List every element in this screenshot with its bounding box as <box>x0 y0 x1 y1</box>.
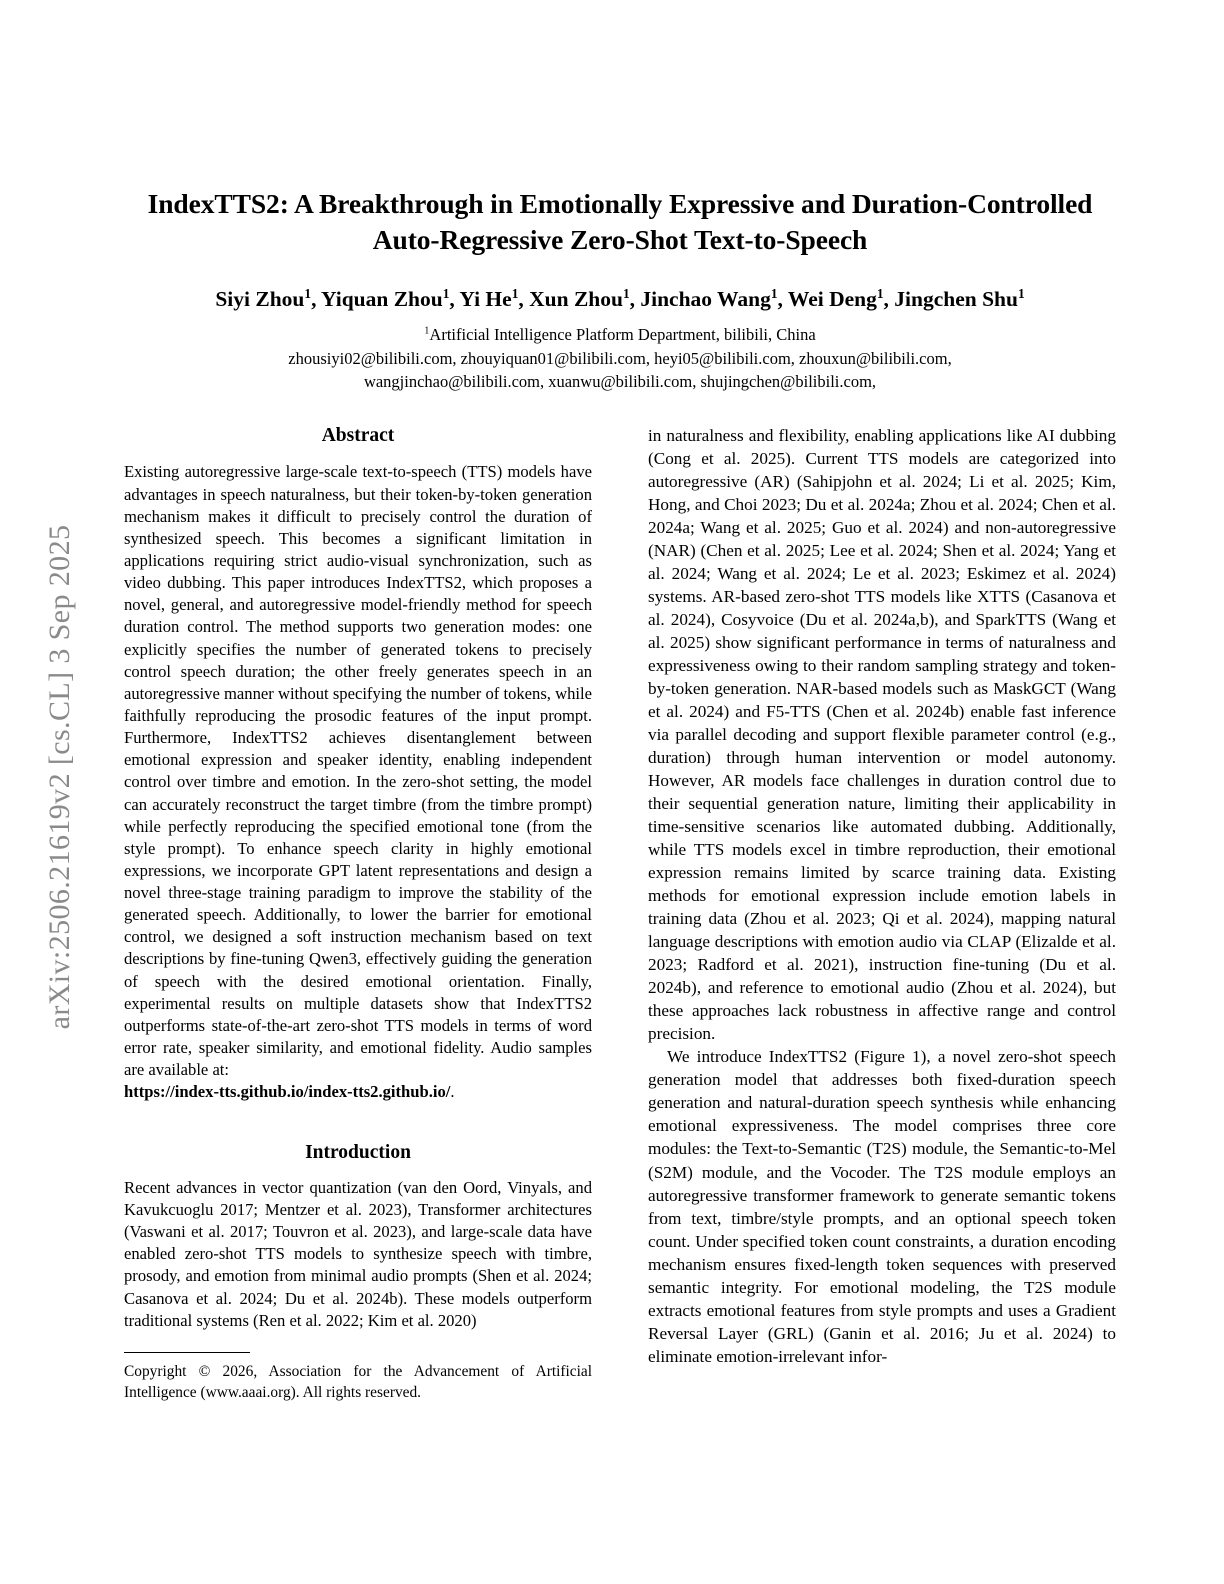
author-affiliation-marker: 1 <box>511 285 519 301</box>
author-affiliation-marker: 1 <box>442 285 450 301</box>
abstract-body: Existing autoregressive large-scale text-to-speech (TTS) models have advantages in speech naturalness, but their token-by-token generation mechanism makes it difficult to precisely control the duration of synthesized speech. This becomes a significant limitation in applications requiring strict audio-visual synchronization, such as video dubbing. This paper introduces IndexTTS2, which proposes a novel, general, and autoregressive model-friendly method for speech duration control. The method supports two generation modes: one explicitly specifies the number of generated tokens to precisely control speech duration; the other freely generates speech in an autoregressive manner without specifying the number of tokens, while faithfully reproducing the prosodic features of the input prompt. Furthermore, IndexTTS2 achieves disentanglement between emotional expression and speaker identity, enabling independent control over timbre and emotion. In the zero-shot setting, the model can accurately reconstruct the target timbre (from the timbre prompt) while perfectly reproducing the specified emotional tone (from the style prompt). To enhance speech clarity in highly emotional expressions, we incorporate GPT latent representations and design a novel three-stage training paradigm to improve the stability of the generated speech. Additionally, to lower the barrier for emotional control, we designed a soft instruction mechanism based on text descriptions by fine-tuning Qwen3, effectively guiding the generation of speech with the desired emotional orientation. Finally, experimental results on multiple datasets show that IndexTTS2 outperforms state-of-the-art zero-shot TTS models in terms of word error rate, speaker similarity, and emotional fidelity. Audio samples are available at: <box>124 462 592 1080</box>
author-name: Yi He <box>459 286 512 311</box>
affiliation <box>124 323 1116 346</box>
author-name: Siyi Zhou <box>215 286 305 311</box>
author-name: Jingchen Shu <box>894 286 1018 311</box>
url-period: . <box>450 1082 455 1102</box>
author-name: Xun Zhou <box>529 286 623 311</box>
arxiv-stamp-text: arXiv:2506.21619v2 [cs.CL] 3 Sep 2025 <box>43 524 76 1030</box>
affiliation-marker: 1 <box>424 325 430 337</box>
title-line-2: Auto-Regressive Zero-Shot Text-to-Speech <box>372 223 868 255</box>
email-list <box>124 347 1116 394</box>
author-affiliation-marker: 1 <box>770 285 778 301</box>
paper-page <box>124 0 1116 1584</box>
footnote <box>124 1352 592 1403</box>
author-name: Wei Deng <box>787 286 877 311</box>
abstract-heading: Abstract <box>321 425 395 446</box>
audio-samples-link[interactable]: https://index-tts.github.io/index-tts2.github.io/ <box>124 1082 451 1102</box>
author-affiliation-marker: 1 <box>304 285 312 301</box>
email-line: wangjinchao@bilibili.com, xuanwu@bilibili.com, shujingchen@bilibili.com, <box>363 372 877 392</box>
author-name: Jinchao Wang <box>640 286 771 311</box>
copyright-text: Copyright © 2026, Association for the Advancement of Artificial Intelligence (www.aaai.org). All rights reserved. <box>124 1363 592 1401</box>
left-column <box>124 424 592 1434</box>
paper-header <box>124 0 1116 394</box>
right-paragraph-2: We introduce IndexTTS2 (Figure 1), a novel zero-shot speech generation model that addresses both fixed-duration speech generation and natural-duration speech synthesis while enhancing emotional expressiveness. The model comprises three core modules: the Text-to-Semantic (T2S) module, the Semantic-to-Mel (S2M) module, and the Vocoder. The T2S module employs an autoregressive transformer framework to generate semantic tokens from text, timbre/style prompts, and an optional speech token count. Under specified token count constraints, a duration encoding mechanism ensures fixed-length token sequences with preserved semantic integrity. For emotional modeling, the T2S module extracts emotional features from style prompts and uses a Gradient Reversal Layer (GRL) (Ganin et al. 2016; Ju et al. 2024) to eliminate emotion-irrelevant infor- <box>648 1047 1116 1366</box>
two-column-body <box>124 424 1116 1434</box>
right-column <box>648 424 1116 1434</box>
arxiv-stamp <box>0 0 100 1584</box>
affiliation-text: Artificial Intelligence Platform Department, bilibili, China <box>429 325 816 345</box>
email-line: zhousiyi02@bilibili.com, zhouyiquan01@bilibili.com, heyi05@bilibili.com, zhouxun@bilibili.com, <box>288 348 952 368</box>
author-affiliation-marker: 1 <box>876 285 884 301</box>
author-affiliation-marker: 1 <box>622 285 630 301</box>
abstract-url-line <box>124 1081 592 1103</box>
footnote-rule <box>124 1352 250 1353</box>
author-name: Yiquan Zhou <box>321 286 443 311</box>
right-paragraph-1: in naturalness and flexibility, enabling applications like AI dubbing (Cong et al. 2025). Current TTS models are categorized into autoregressive (AR) (Sahipjohn et al. 2024; Li et al. 2025; Kim, Hong, and Choi 2023; Du et al. 2024a; Zhou et al. 2024; Chen et al. 2024a; Wang et al. 2025; Guo et al. 2024) and non-autoregressive (NAR) (Chen et al. 2025; Lee et al. 2024; Shen et al. 2024; Yang et al. 2024; Wang et al. 2024; Le et al. 2023; Eskimez et al. 2024) systems. AR-based zero-shot TTS models like XTTS (Casanova et al. 2024), Cosyvoice (Du et al. 2024a,b), and SparkTTS (Wang et al. 2025) show significant performance in terms of naturalness and expressiveness owing to their random sampling strategy and token-by-token generation. NAR-based models such as MaskGCT (Wang et al. 2024) and F5-TTS (Chen et al. 2024b) enable fast inference via parallel decoding and support flexible parameter control (e.g., duration) through human intervention or model autonomy. However, AR models face challenges in duration control due to their sequential generation nature, limiting their applicability in time-sensitive scenarios like automated dubbing. Additionally, while TTS models excel in timbre reproduction, their emotional expression remains limited by scarce training data. Existing methods for emotional expression include emotion labels in training data (Zhou et al. 2023; Qi et al. 2024), mapping natural language descriptions with emotion audio via CLAP (Elizalde et al. 2023; Radford et al. 2021), instruction fine-tuning (Du et al. 2024b), and reference to emotional audio (Zhou et al. 2024), but these approaches lack robustness in affective range and control precision. <box>648 426 1116 1044</box>
author-list: Siyi Zhou$^1$, Yiquan Zhou$^1$, Yi He$^1$, Xun Zhou$^1$, Jinchao Wang$^1$, Wei Deng$^1$, Jingchen Shu$^1$ <box>215 285 1025 311</box>
author-affiliation-marker: 1 <box>1017 285 1025 301</box>
page-title <box>124 186 1116 258</box>
title-line-1: IndexTTS2: A Breakthrough in Emotionally Expressive and Duration-Controlled <box>147 188 1093 219</box>
introduction-heading: Introduction <box>305 1142 411 1164</box>
introduction-body: Recent advances in vector quantization (van den Oord, Vinyals, and Kavukcuoglu 2017; Mentzer et al. 2023), Transformer architectures (Vaswani et al. 2017; Touvron et al. 2023), and large-scale data have enabled zero-shot TTS models to synthesize speech with timbre, prosody, and emotion from minimal audio prompts (Shen et al. 2024; Casanova et al. 2024; Du et al. 2024b). These models outperform traditional systems (Ren et al. 2022; Kim et al. 2020) <box>124 1177 592 1330</box>
